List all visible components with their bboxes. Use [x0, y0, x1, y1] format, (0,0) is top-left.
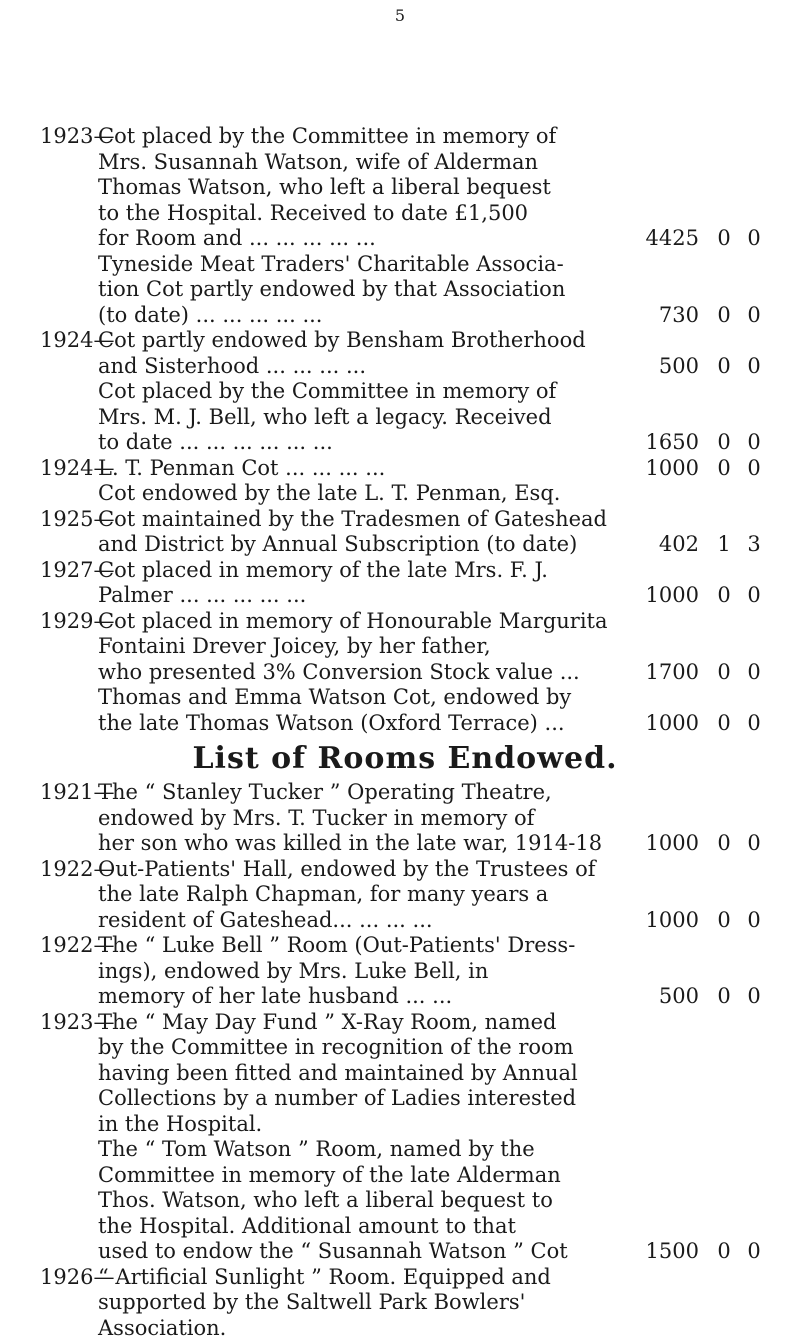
entry-line	[40, 532, 770, 558]
entry-text: the late Ralph Chapman, for many years a	[98, 882, 548, 908]
entry-line	[40, 277, 770, 303]
entry-text: “ Artificial Sunlight ” Room. Equipped and	[98, 1265, 551, 1291]
ledger-entry	[40, 933, 770, 1010]
entry-year: 1924—	[40, 328, 114, 354]
entry-text: Palmer ... ... ... ... ...	[98, 583, 306, 609]
entry-text: ings), endowed by Mrs. Luke Bell, in	[98, 959, 488, 985]
amount-shillings: 0	[714, 908, 734, 934]
entry-line	[40, 583, 770, 609]
entry-text: and Sisterhood ... ... ... ...	[98, 354, 366, 380]
entry-line	[40, 634, 770, 660]
entry-line	[40, 124, 770, 150]
entry-line	[40, 1086, 770, 1112]
ledger-entry	[40, 252, 770, 329]
entry-text: used to endow the “ Susannah Watson ” Cot	[98, 1239, 568, 1265]
entry-line	[40, 481, 770, 507]
page-number: 5	[0, 6, 800, 25]
entry-line	[40, 806, 770, 832]
entry-text: her son who was killed in the late war, 1914-18	[98, 831, 602, 857]
entry-line	[40, 328, 770, 354]
entry-text: Cot placed by the Committee in memory of	[98, 124, 556, 150]
entry-text: supported by the Saltwell Park Bowlers'	[98, 1290, 525, 1316]
entry-line	[40, 609, 770, 635]
entry-line	[40, 857, 770, 883]
entry-line	[40, 984, 770, 1010]
amount-pence: 0	[744, 456, 764, 482]
amount-pounds: 500	[659, 984, 699, 1010]
entry-text: Thomas Watson, who left a liberal bequest	[98, 175, 551, 201]
entry-text: Association.	[98, 1316, 226, 1341]
entry-line	[40, 908, 770, 934]
amount-pounds: 500	[659, 354, 699, 380]
amount-pence: 0	[744, 908, 764, 934]
amount-pounds: 1000	[646, 583, 699, 609]
entry-text: Tyneside Meat Traders' Charitable Associa-	[98, 252, 564, 278]
entry-text: Fontaini Drever Joicey, by her father,	[98, 634, 491, 660]
amount-pounds: 402	[659, 532, 699, 558]
entry-line	[40, 660, 770, 686]
ledger-entry	[40, 507, 770, 558]
entry-text: The “ Stanley Tucker ” Operating Theatre,	[98, 780, 552, 806]
entry-line	[40, 1188, 770, 1214]
amount-shillings: 0	[714, 456, 734, 482]
entry-text: to the Hospital. Received to date £1,500	[98, 201, 528, 227]
ledger-entry	[40, 481, 770, 507]
entry-line	[40, 1316, 770, 1341]
ledger-entry	[40, 1137, 770, 1265]
entry-line	[40, 354, 770, 380]
entry-line	[40, 1061, 770, 1087]
entry-year: 1925—	[40, 507, 114, 533]
amount-pounds: 1000	[646, 908, 699, 934]
entry-year: 1922—	[40, 933, 114, 959]
entry-line	[40, 1112, 770, 1138]
rooms-heading: List of Rooms Endowed.	[40, 738, 770, 780]
amount-pounds: 1700	[646, 660, 699, 686]
entry-text: L. T. Penman Cot ... ... ... ...	[98, 456, 385, 482]
entry-text: Mrs. Susannah Watson, wife of Alderman	[98, 150, 538, 176]
entry-text: (to date) ... ... ... ... ...	[98, 303, 322, 329]
amount-pence: 0	[744, 984, 764, 1010]
ledger-entry	[40, 558, 770, 609]
entry-line	[40, 201, 770, 227]
amount-shillings: 0	[714, 303, 734, 329]
ledger-entry	[40, 780, 770, 857]
amount-shillings: 0	[714, 831, 734, 857]
entry-year: 1926—	[40, 1265, 114, 1291]
entry-line	[40, 303, 770, 329]
amount-pence: 0	[744, 583, 764, 609]
entry-line	[40, 685, 770, 711]
amount-pence: 0	[744, 1239, 764, 1265]
entry-line	[40, 1010, 770, 1036]
entry-text: Committee in memory of the late Alderman	[98, 1163, 561, 1189]
entry-line	[40, 1137, 770, 1163]
entry-line	[40, 507, 770, 533]
entry-text: by the Committee in recognition of the room	[98, 1035, 574, 1061]
ledger-entry	[40, 609, 770, 686]
entry-text: tion Cot partly endowed by that Association	[98, 277, 565, 303]
amount-shillings: 1	[714, 532, 734, 558]
entry-text: resident of Gateshead... ... ... ...	[98, 908, 433, 934]
ledger-entry	[40, 1010, 770, 1138]
entry-line	[40, 933, 770, 959]
entry-line	[40, 150, 770, 176]
entry-text: Collections by a number of Ladies interested	[98, 1086, 576, 1112]
ledger-entry	[40, 328, 770, 379]
entry-text: Cot partly endowed by Bensham Brotherhood	[98, 328, 586, 354]
amount-pence: 0	[744, 430, 764, 456]
entry-line	[40, 831, 770, 857]
rooms-list	[40, 780, 770, 1341]
entry-text: Cot placed by the Committee in memory of	[98, 379, 556, 405]
entry-line	[40, 1239, 770, 1265]
entry-line	[40, 711, 770, 737]
entry-text: to date ... ... ... ... ... ...	[98, 430, 333, 456]
entry-text: memory of her late husband ... ...	[98, 984, 452, 1010]
ledger-entry	[40, 124, 770, 252]
amount-shillings: 0	[714, 1239, 734, 1265]
entry-text: Out-Patients' Hall, endowed by the Trustees of	[98, 857, 596, 883]
entry-year: 1922—	[40, 857, 114, 883]
entry-text: Cot endowed by the late L. T. Penman, Esq.	[98, 481, 560, 507]
entry-line	[40, 959, 770, 985]
amount-pence: 0	[744, 831, 764, 857]
amount-pence: 0	[744, 354, 764, 380]
entry-line	[40, 405, 770, 431]
entry-text: the Hospital. Additional amount to that	[98, 1214, 516, 1240]
entry-line	[40, 1163, 770, 1189]
amount-shillings: 0	[714, 430, 734, 456]
entry-line	[40, 1214, 770, 1240]
amount-shillings: 0	[714, 711, 734, 737]
entry-text: Thos. Watson, who left a liberal bequest to	[98, 1188, 553, 1214]
amount-pounds: 730	[659, 303, 699, 329]
amount-pounds: 1500	[646, 1239, 699, 1265]
entry-text: Thomas and Emma Watson Cot, endowed by	[98, 685, 571, 711]
document-body	[40, 124, 770, 1341]
entry-line	[40, 1265, 770, 1291]
ledger-entry	[40, 857, 770, 934]
entry-line	[40, 780, 770, 806]
entry-text: Cot placed in memory of Honourable Margurita	[98, 609, 608, 635]
amount-shillings: 0	[714, 354, 734, 380]
amount-pounds: 4425	[646, 226, 699, 252]
amount-shillings: 0	[714, 660, 734, 686]
ledger-entry	[40, 685, 770, 736]
ledger-entry	[40, 456, 770, 482]
entry-text: endowed by Mrs. T. Tucker in memory of	[98, 806, 534, 832]
entry-text: for Room and ... ... ... ... ...	[98, 226, 376, 252]
entry-year: 1929—	[40, 609, 114, 635]
ledger-entry	[40, 1265, 770, 1341]
amount-shillings: 0	[714, 226, 734, 252]
entry-text: Cot maintained by the Tradesmen of Gateshead	[98, 507, 607, 533]
entry-year: 1924—	[40, 456, 114, 482]
entry-year: 1923—	[40, 124, 114, 150]
amount-pounds: 1000	[646, 456, 699, 482]
cot-list	[40, 124, 770, 736]
amount-shillings: 0	[714, 984, 734, 1010]
amount-pence: 0	[744, 226, 764, 252]
entry-line	[40, 226, 770, 252]
entry-year: 1921—	[40, 780, 114, 806]
amount-pounds: 1650	[646, 430, 699, 456]
entry-line	[40, 379, 770, 405]
entry-text: The “ May Day Fund ” X-Ray Room, named	[98, 1010, 557, 1036]
entry-line	[40, 558, 770, 584]
amount-pounds: 1000	[646, 831, 699, 857]
entry-text: having been fitted and maintained by Annual	[98, 1061, 578, 1087]
amount-pounds: 1000	[646, 711, 699, 737]
entry-text: The “ Tom Watson ” Room, named by the	[98, 1137, 535, 1163]
entry-text: Mrs. M. J. Bell, who left a legacy. Received	[98, 405, 552, 431]
entry-text: who presented 3% Conversion Stock value ...	[98, 660, 580, 686]
entry-text: the late Thomas Watson (Oxford Terrace) ...	[98, 711, 565, 737]
amount-pence: 3	[744, 532, 764, 558]
amount-shillings: 0	[714, 583, 734, 609]
entry-line	[40, 175, 770, 201]
entry-line	[40, 430, 770, 456]
entry-text: The “ Luke Bell ” Room (Out-Patients' Dress-	[98, 933, 575, 959]
entry-year: 1927—	[40, 558, 114, 584]
amount-pence: 0	[744, 303, 764, 329]
entry-text: and District by Annual Subscription (to date)	[98, 532, 577, 558]
ledger-entry	[40, 379, 770, 456]
entry-text: in the Hospital.	[98, 1112, 262, 1138]
entry-line	[40, 252, 770, 278]
amount-pence: 0	[744, 711, 764, 737]
entry-line	[40, 882, 770, 908]
entry-line	[40, 456, 770, 482]
amount-pence: 0	[744, 660, 764, 686]
entry-line	[40, 1035, 770, 1061]
entry-text: Cot placed in memory of the late Mrs. F. J.	[98, 558, 548, 584]
entry-year: 1923—	[40, 1010, 114, 1036]
